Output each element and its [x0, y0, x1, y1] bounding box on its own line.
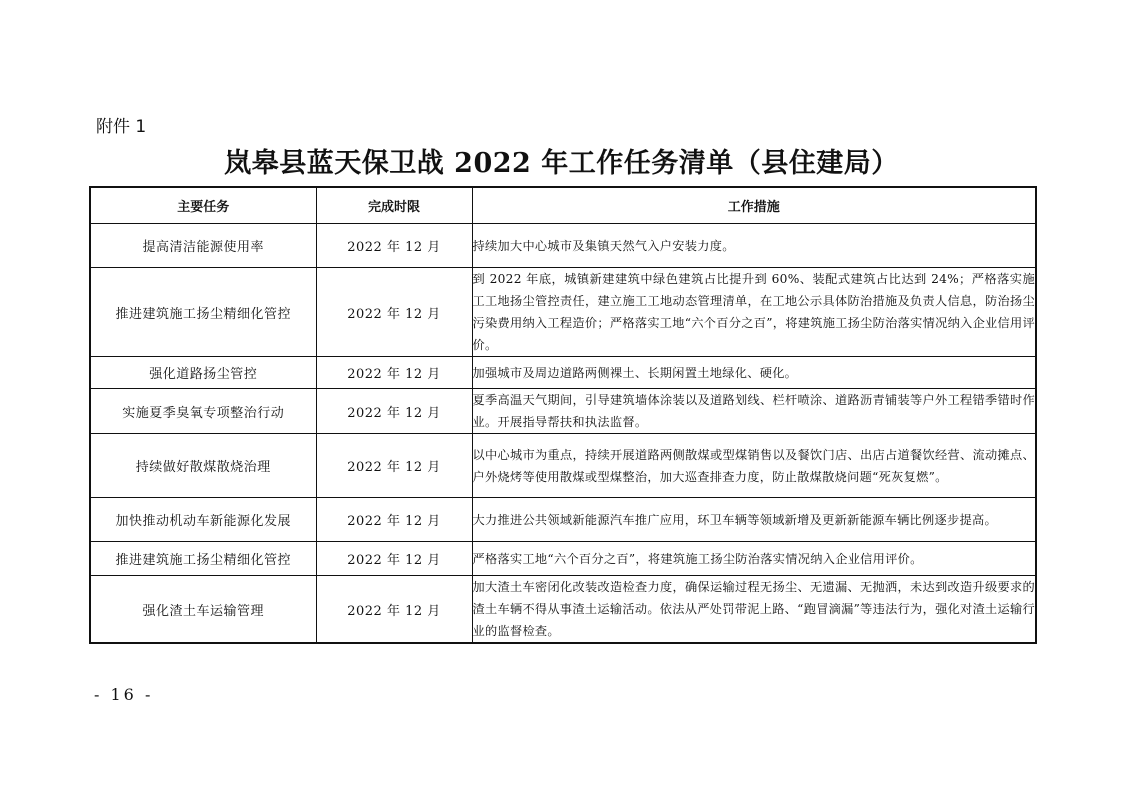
measures-cell: 严格落实工地“六个百分之百”，将建筑施工扬尘防治落实情况纳入企业信用评价。	[472, 542, 1036, 576]
task-table	[89, 186, 1037, 644]
measures-cell: 加强城市及周边道路两侧裸土、长期闲置土地绿化、硬化。	[472, 357, 1036, 389]
measures-cell: 夏季高温天气期间，引导建筑墙体涂装以及道路划线、栏杆喷涂、道路沥青铺装等户外工程错季错时作业。开展指导帮扶和执法监督。	[472, 389, 1036, 434]
deadline-cell: 2022 年 12 月	[316, 542, 472, 576]
attachment-label: 附件 1	[96, 117, 147, 137]
measures-cell: 持续加大中心城市及集镇天然气入户安装力度。	[472, 224, 1036, 268]
task-cell: 强化渣土车运输管理	[90, 576, 316, 644]
header-main-task: 主要任务	[90, 187, 316, 224]
task-cell: 持续做好散煤散烧治理	[90, 434, 316, 498]
deadline-cell: 2022 年 12 月	[316, 389, 472, 434]
header-deadline: 完成时限	[316, 187, 472, 224]
measures-cell: 加大渣土车密闭化改装改造检查力度，确保运输过程无扬尘、无遗漏、无抛洒，未达到改造升级要求的渣土车辆不得从事渣土运输活动。依法从严处罚带泥上路、“跑冒滴漏”等违法行为，强化对渣土运输行业的监督检查。	[472, 576, 1036, 644]
deadline-cell: 2022 年 12 月	[316, 576, 472, 644]
table-row	[90, 268, 1036, 357]
measures-cell: 大力推进公共领域新能源汽车推广应用，环卫车辆等领域新增及更新新能源车辆比例逐步提高。	[472, 498, 1036, 542]
deadline-cell: 2022 年 12 月	[316, 357, 472, 389]
task-cell: 推进建筑施工扬尘精细化管控	[90, 268, 316, 357]
table-header-row	[90, 187, 1036, 224]
table-row	[90, 576, 1036, 644]
header-measures: 工作措施	[472, 187, 1036, 224]
measures-cell: 以中心城市为重点，持续开展道路两侧散煤或型煤销售以及餐饮门店、出店占道餐饮经营、流动摊点、户外烧烤等使用散煤或型煤整治，加大巡查排查力度，防止散煤散烧问题“死灰复燃”。	[472, 434, 1036, 498]
table-row	[90, 434, 1036, 498]
table-row	[90, 542, 1036, 576]
table-row	[90, 224, 1036, 268]
task-cell: 实施夏季臭氧专项整治行动	[90, 389, 316, 434]
measures-cell: 到 2022 年底，城镇新建建筑中绿色建筑占比提升到 60%、装配式建筑占比达到 24%；严格落实施工工地扬尘管控责任，建立施工工地动态管理清单，在工地公示具体防治措施及负责人信息，防治扬尘污染费用纳入工程造价；严格落实工地“六个百分之百”，将建筑施工扬尘防治落实情况纳入企业信用评价。	[472, 268, 1036, 357]
task-cell: 加快推动机动车新能源化发展	[90, 498, 316, 542]
task-cell: 强化道路扬尘管控	[90, 357, 316, 389]
document-title: 岚皋县蓝天保卫战 2022 年工作任务清单（县住建局）	[224, 148, 899, 179]
deadline-cell: 2022 年 12 月	[316, 268, 472, 357]
table-row	[90, 498, 1036, 542]
deadline-cell: 2022 年 12 月	[316, 224, 472, 268]
deadline-cell: 2022 年 12 月	[316, 498, 472, 542]
deadline-cell: 2022 年 12 月	[316, 434, 472, 498]
table-row	[90, 357, 1036, 389]
task-cell: 推进建筑施工扬尘精细化管控	[90, 542, 316, 576]
table-row	[90, 389, 1036, 434]
page-number: - 16 -	[94, 685, 154, 704]
task-cell: 提高清洁能源使用率	[90, 224, 316, 268]
